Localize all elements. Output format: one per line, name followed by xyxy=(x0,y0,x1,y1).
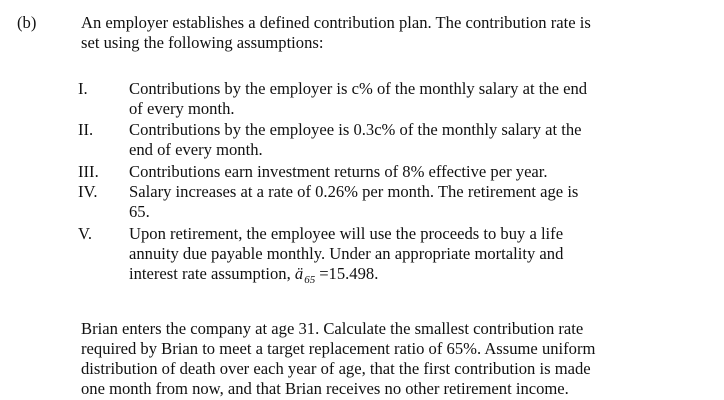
assumption-text xyxy=(129,162,643,182)
assumption-line: of every month. xyxy=(129,99,235,118)
closing-line: one month from now, and that Brian receives no other retirement income. xyxy=(81,379,569,398)
assumption-numeral: V. xyxy=(78,224,92,243)
assumption-text xyxy=(129,79,643,119)
closing-line: Brian enters the company at age 31. Calculate the smallest contribution rate xyxy=(81,319,584,338)
annuity-symbol xyxy=(294,264,316,286)
assumption-numeral: IV. xyxy=(78,182,98,201)
assumption-text xyxy=(129,224,643,290)
assumption-line: Contributions by the employer is c% of the monthly salary at the end xyxy=(129,79,588,98)
assumption-line: Upon retirement, the employee will use the proceeds to buy a life xyxy=(129,224,564,243)
assumption-line: Contributions by the employee is 0.3c% of the monthly salary at the xyxy=(129,120,582,139)
assumption-numeral: II. xyxy=(78,120,94,139)
assumption-line: end of every month. xyxy=(129,140,263,159)
assumption-numeral: I. xyxy=(78,79,88,98)
annuity-subscript: 65 xyxy=(304,274,316,286)
closing-paragraph xyxy=(81,319,646,399)
assumption-line: Contributions earn investment returns of 8% effective per year. xyxy=(129,162,548,181)
intro-line: An employer establishes a defined contribution plan. The contribution rate is xyxy=(81,13,591,32)
question-intro xyxy=(81,13,641,53)
assumption-line: annuity due payable monthly. Under an appropriate mortality and xyxy=(129,244,564,263)
assumption-numeral: III. xyxy=(78,162,99,181)
intro-line: set using the following assumptions: xyxy=(81,33,324,52)
part-label: (b) xyxy=(17,13,37,32)
assumption-line: Salary increases at a rate of 0.26% per month. The retirement age is xyxy=(129,182,579,201)
assumption-line-text: interest rate assumption, xyxy=(129,264,291,283)
assumption-line: 65. xyxy=(129,202,150,221)
assumption-text xyxy=(129,120,643,160)
assumption-line xyxy=(129,264,643,290)
annuity-letter: ä xyxy=(294,264,304,283)
assumption-text xyxy=(129,182,643,222)
annuity-value: =15.498. xyxy=(319,264,379,283)
closing-line: required by Brian to meet a target replacement ratio of 65%. Assume uniform xyxy=(81,339,596,358)
closing-line: distribution of death over each year of age, that the first contribution is made xyxy=(81,359,591,378)
